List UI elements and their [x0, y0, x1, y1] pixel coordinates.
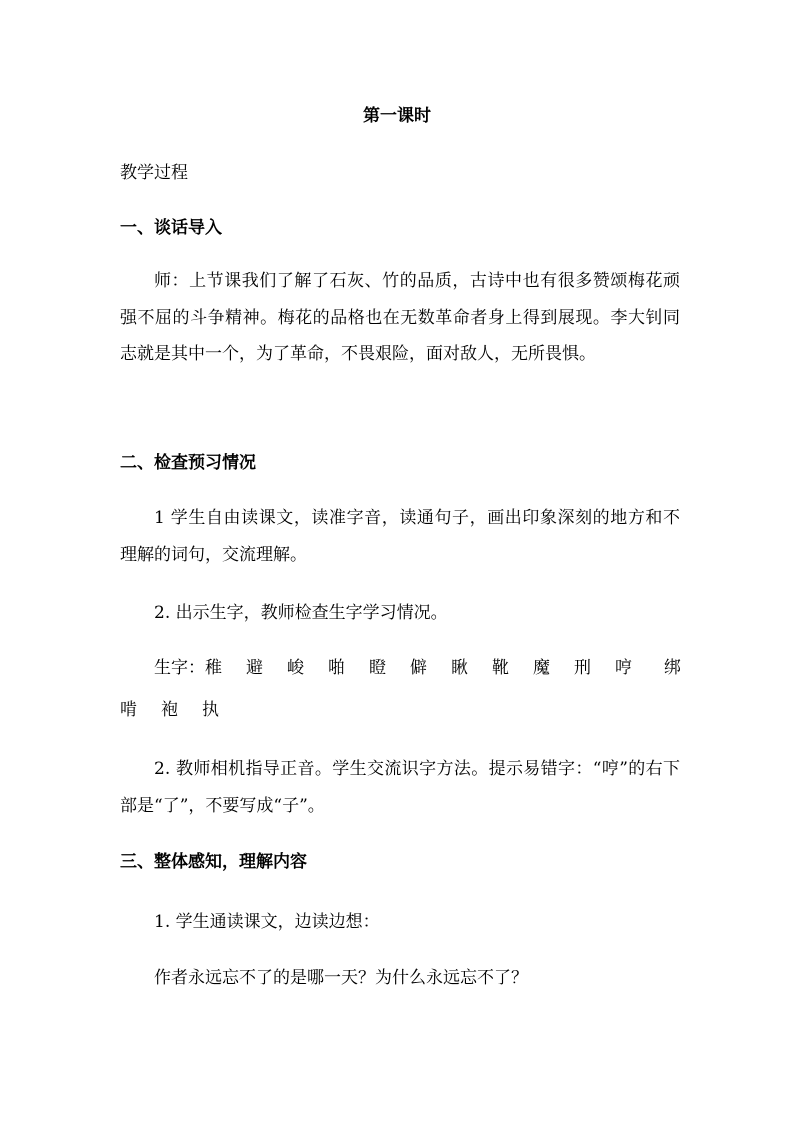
character-15: 执 — [202, 700, 219, 720]
character-12: 绑 — [664, 658, 681, 678]
section-label: 教学过程 — [120, 163, 188, 183]
paragraph-read-through: 1. 学生通读课文，边读边想： — [154, 912, 380, 932]
characters-row-2 — [120, 698, 680, 722]
character-7: 瞅 — [451, 658, 468, 678]
character-10: 刑 — [574, 658, 591, 678]
character-6: 僻 — [410, 658, 427, 678]
paragraph-free-reading: 1 学生自由读课文，读准字音，读通句子，画出印象深刻的地方和不理解的词句，交流理解。 — [120, 508, 680, 565]
character-11: 哼 — [615, 658, 632, 678]
heading-preview-check: 二、检查预习情况 — [120, 453, 256, 473]
heading-overall-perception: 三、整体感知，理解内容 — [120, 852, 307, 872]
character-1: 稚 — [205, 658, 222, 678]
character-3: 峻 — [287, 658, 304, 678]
paragraph-intro: 师：上节课我们了解了石灰、竹的品质，古诗中也有很多赞颂梅花顽强不屈的斗争精神。梅花的品格也在无数革命者身上得到展现。李大钊同志就是其中一个，为了革命，不畏艰险，面对敌人，无所畏惧。 — [120, 271, 680, 364]
paragraph-pronunciation: 2. 教师相机指导正音。学生交流识字方法。提示易错字：“哼”的右下部是“了”，不要写成“子”。 — [120, 759, 680, 816]
character-2: 避 — [246, 658, 263, 678]
character-5: 瞪 — [369, 658, 386, 678]
character-14: 袍 — [161, 700, 178, 720]
character-13: 啃 — [120, 700, 137, 720]
characters-row-1 — [154, 656, 680, 680]
characters-label: 生字： — [154, 658, 205, 678]
page-title: 第一课时 — [363, 106, 431, 126]
character-4: 啪 — [328, 658, 345, 678]
heading-intro: 一、谈话导入 — [120, 218, 222, 238]
character-8: 靴 — [492, 658, 509, 678]
paragraph-show-characters: 2. 出示生字，教师检查生字学习情况。 — [154, 603, 448, 623]
paragraph-question: 作者永远忘不了的是哪一天？为什么永远忘不了？ — [154, 968, 528, 988]
character-9: 魔 — [533, 658, 550, 678]
